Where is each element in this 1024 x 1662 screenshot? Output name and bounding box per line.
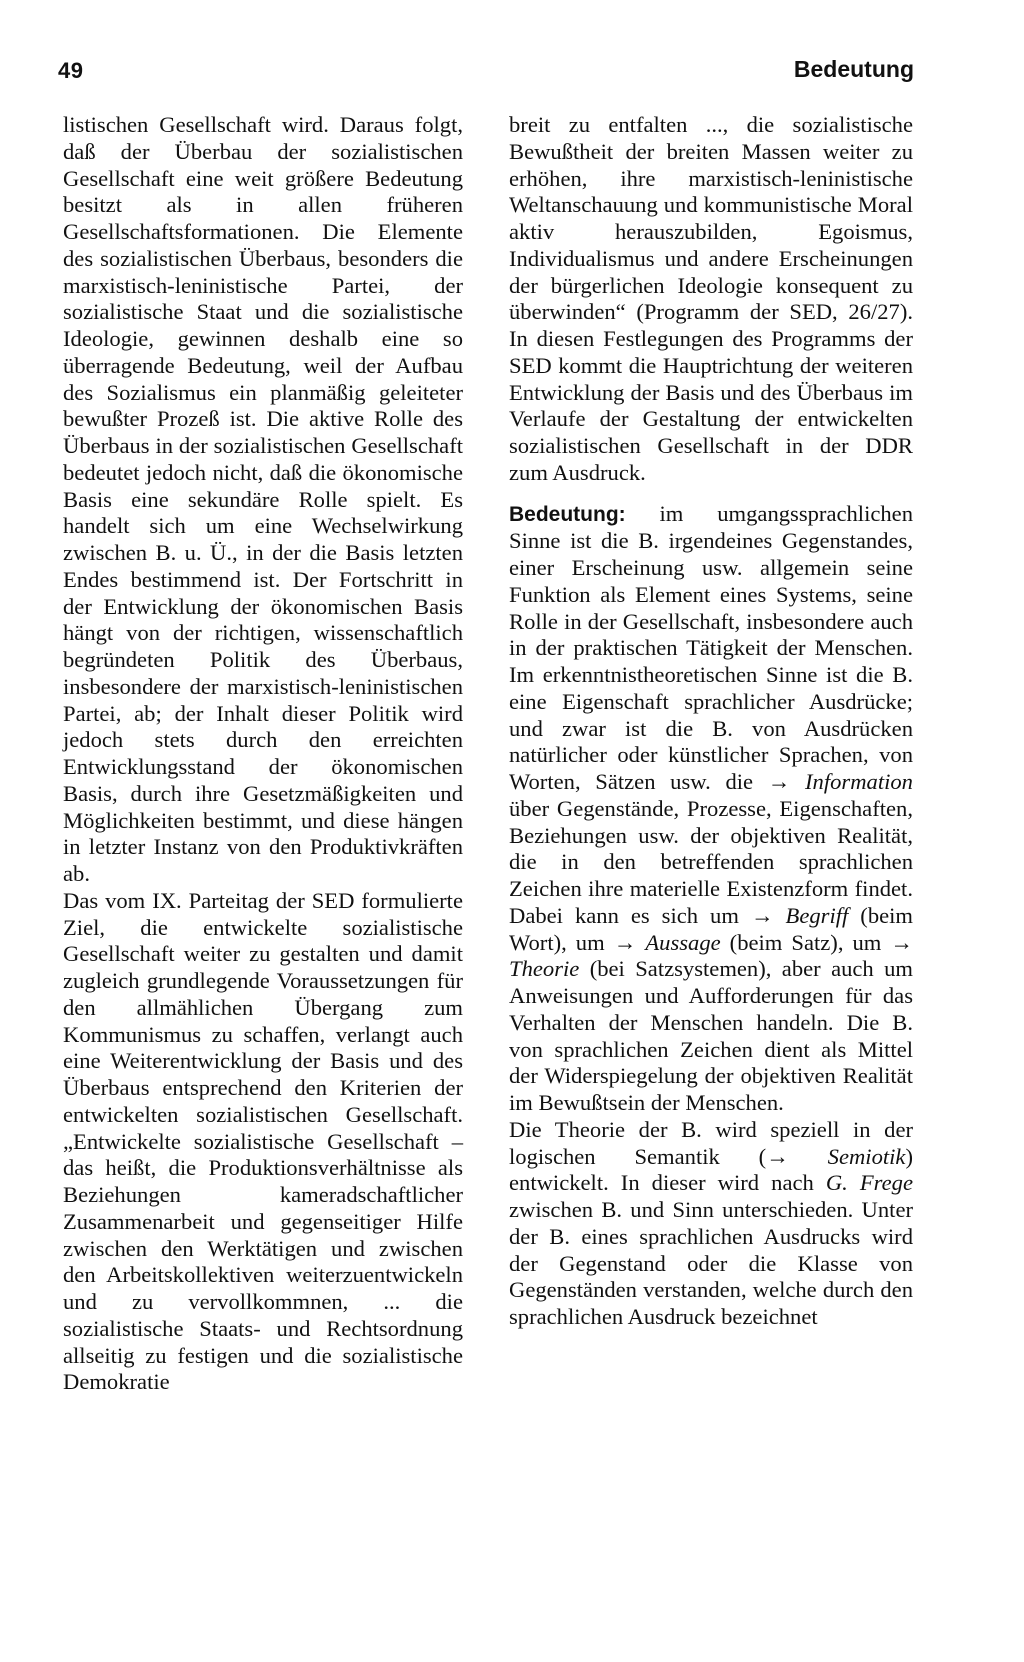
arrow-icon: → — [766, 1143, 789, 1169]
entry-text-part: ) entwickelt. In dieser wird nach — [509, 1143, 913, 1196]
left-paragraph-2: Das vom IX. Parteitag der SED formulierte Ziel, die entwickelte sozialistische Gesellschaft weiter zu gestalten und damit zugleich grundlegende Voraussetzungen für den allmählichen Übergang zum Kommunismus zu schaffen, verlangt auch eine Weiterentwicklung der Basis und des Überbaus entsprechend den Kriterien der entwickelten sozialistischen Gesellschaft. „Entwickelte sozialistische Gesellschaft – das heißt, die Produktionsverhältnisse als Beziehungen kameradschaftlicher Zusammenarbeit und gegenseitiger Hilfe zwischen den Werktätigen und zwischen den Arbeitskollektiven weiterzuentwickeln und zu vervollkommnen, ... die sozialistische Staats- und Rechtsordnung allseitig zu festigen und die sozialistische Demokratie — [63, 887, 463, 1395]
entry-text-part: (beim Wort), um — [509, 902, 913, 955]
arrow-icon: → — [613, 929, 637, 955]
arrow-icon: → — [890, 929, 913, 955]
running-head: Bedeutung — [793, 56, 914, 82]
entry-text-part: zwischen B. und Sinn unterschieden. Unter der B. eines sprachlichen Ausdrucks wird der Gegenstand oder die Klasse von Gegenständen verstanden, welche durch den sprachlichen Ausdruck bezeichnet — [509, 1197, 913, 1329]
cross-reference-aussage[interactable]: Aussage — [645, 929, 721, 955]
left-column — [63, 112, 463, 1396]
cross-reference-semiotik[interactable]: Semiotik — [827, 1143, 906, 1169]
entry-text-part: Die Theorie der B. wird speziell in der logischen Semantik ( — [509, 1116, 913, 1169]
entry-headword: Bedeutung: — [509, 502, 626, 526]
entry-text-part: (beim Satz), um — [720, 929, 891, 955]
right-paragraph-1: breit zu entfalten ..., die sozialistische Bewußtheit der breiten Massen weiter zu erhöhen, ihre marxistisch-leninistische Weltanschauung und kommunistische Moral aktiv herauszubilden, Egoismus, Individualismus und andere Erscheinungen der bürgerlichen Ideologie konsequent zu überwinden“ (Programm der SED, 26/27). In diesen Festlegungen des Programms der SED kommt die Hauptrichtung der weiteren Entwicklung der Basis und des Überbaus im Verlaufe der Gestaltung der entwickelten sozialistischen Gesellschaft in der DDR zum Ausdruck. — [509, 112, 913, 485]
entry-text-part: (bei Satzsystemen), aber auch um Anweisungen und Aufforderungen für das Verhalten der Menschen handeln. Die B. von sprachlichen Zeichen dient als Mittel der Widerspiegelung der objektiven Realität im Bewußtsein der Menschen. — [509, 956, 913, 1115]
left-paragraph-1: listischen Gesellschaft wird. Daraus folgt, daß der Überbau der sozialistischen Gesellschaft eine weit größere Bedeutung besitzt als in allen früheren Gesellschaftsformationen. Die Elemente des sozialistischen Überbaus, besonders die marxistisch-leninistische Partei, der sozialistische Staat und die sozialistische Ideologie, gewinnen deshalb eine so überragende Bedeutung, weil der Aufbau des Sozialismus ein planmäßig geleiteter bewußter Prozeß ist. Die aktive Rolle des Überbaus in der sozialistischen Gesellschaft bedeutet jedoch nicht, daß die ökonomische Basis eine sekundäre Rolle spielt. Es handelt sich um eine Wechselwirkung zwischen B. u. Ü., in der die Basis letzten Endes bestimmend ist. Der Fortschritt in der Entwicklung der ökonomischen Basis hängt von der richtigen, wissenschaftlich begründeten Politik des Überbaus, insbesondere der marxistisch-leninistischen Partei, ab; der Inhalt dieser Politik wird jedoch stets durch den erreichten Entwicklungsstand der ökonomischen Basis, durch ihre Gesetzmäßigkeiten und Möglichkeiten bestimmt, und diese hängen in letzter Instanz von den Produktivkräften ab. — [63, 112, 463, 886]
arrow-icon: → — [767, 769, 791, 794]
right-column — [509, 112, 913, 1331]
entry-bedeutung — [509, 501, 913, 1117]
cross-reference-information[interactable]: Information — [805, 769, 913, 794]
cross-reference-theorie[interactable]: Theorie — [509, 956, 580, 982]
cross-reference-begriff[interactable]: Begriff — [785, 902, 849, 928]
person-name-frege: G. Frege — [825, 1170, 913, 1196]
entry-text-part: über Gegenstände, Prozesse, Eigenschaften, Beziehungen usw. der objektiven Realität, die in den betreffenden sprachlichen Zeichen ihre materielle Existenzform findet. Dabei kann es sich um — [509, 795, 913, 928]
right-paragraph-3 — [509, 1117, 913, 1331]
page-number: 49 — [58, 58, 84, 83]
arrow-icon: → — [750, 902, 774, 928]
entry-text-part: im umgangssprachlichen Sinne ist die B. irgendeines Gegenstandes, einer Erscheinung usw. allgemein seine Funktion als Element eines Systems, seine Rolle in der Gesellschaft, insbesondere auch in der praktischen Tätigkeit der Menschen. Im erkenntnistheoretischen Sinne ist die B. eine Eigenschaft sprachlicher Ausdrücke; und zwar ist die B. von Ausdrücken natürlicher oder künstlicher Sprachen, von Worten, Sätzen usw. die — [509, 500, 913, 794]
